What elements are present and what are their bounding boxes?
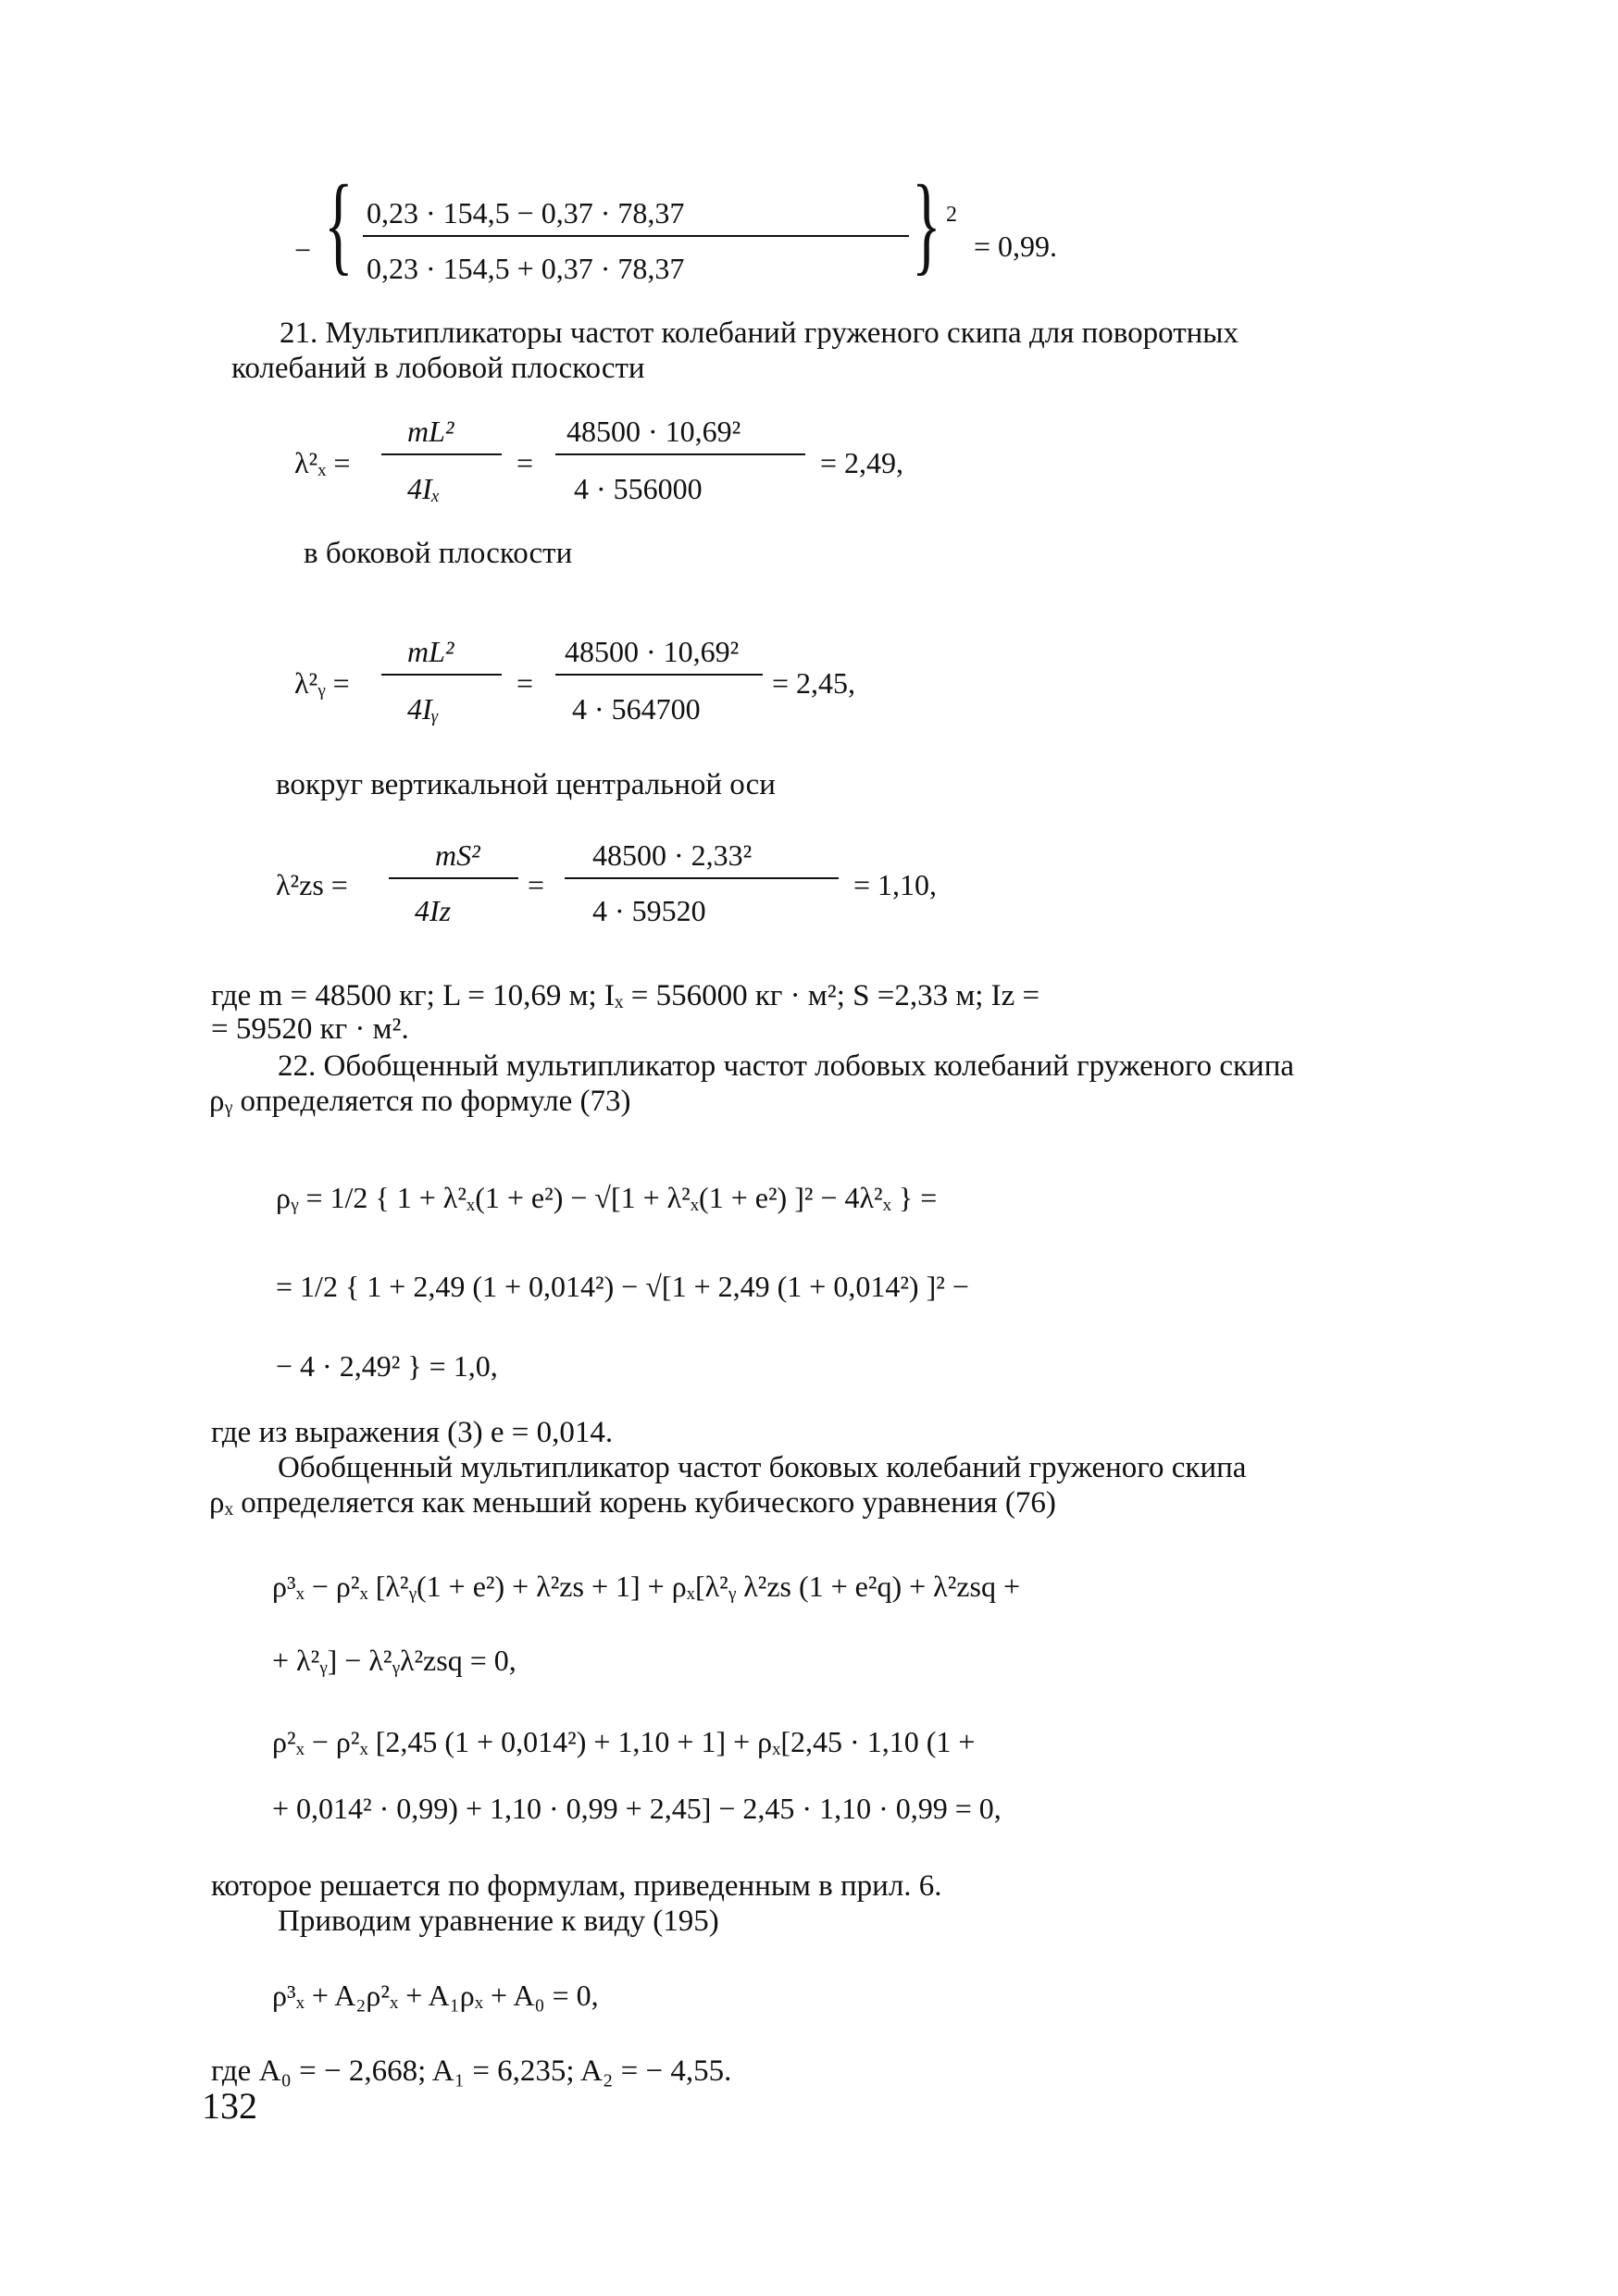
eq-y-lhs: λ²ᵧ = <box>294 666 350 700</box>
eq-zs-num1: mS² <box>435 838 480 872</box>
para-22-line2: ρᵧ определяется по формуле (73) <box>209 1085 631 1118</box>
eq-top-denominator: 0,23 · 154,5 + 0,37 · 78,37 <box>367 252 685 285</box>
para-22-line1: 22. Обобщенный мультипликатор частот лобовых колебаний груженого скипа <box>278 1049 1295 1083</box>
rho-y-line1: ρᵧ = 1/2 { 1 + λ²ₓ(1 + e²) − √[1 + λ²ₓ(1 + e²) ]² − 4λ²ₓ } = <box>276 1181 938 1214</box>
page-number: 132 <box>202 2085 257 2127</box>
eq-y-num2: 48500 · 10,69² <box>565 635 740 668</box>
para-21-line1: 21. Мультипликаторы частот колебаний груженого скипа для поворотных <box>280 316 1238 350</box>
para-21-line2: колебаний в лобовой плоскости <box>231 352 645 385</box>
solve-line1: которое решается по формулам, приведенным в прил. 6. <box>211 1869 942 1903</box>
eq-top-numerator: 0,23 · 154,5 − 0,37 · 78,37 <box>367 196 685 230</box>
eq-x-result: = 2,49, <box>820 446 904 479</box>
cubic-line1: ρ³ₓ − ρ²ₓ [λ²ᵧ(1 + e²) + λ²zs + 1] + ρₓ[λ²ᵧ λ²zs (1 + e²q) + λ²zsq + <box>272 1570 1020 1603</box>
eq-top-exponent: 2 <box>946 203 957 227</box>
eq-x-num1: mL² <box>407 415 454 448</box>
eq-y-den1: 4Iᵧ <box>407 692 440 726</box>
eq-zs-lhs: λ²zs = <box>276 868 348 901</box>
rho-y-line3: − 4 · 2,49² } = 1,0, <box>276 1349 498 1383</box>
right-brace: } <box>912 162 941 285</box>
cubic-line3: ρ²ₓ − ρ²ₓ [2,45 (1 + 0,014²) + 1,10 + 1] + ρₓ[2,45 · 1,10 (1 + <box>272 1725 976 1758</box>
eq-y-bar2 <box>555 674 763 676</box>
eq-x-den1: 4Iₓ <box>407 472 441 505</box>
rho-y-line2: = 1/2 { 1 + 2,49 (1 + 0,014²) − √[1 + 2,49 (1 + 0,014²) ]² − <box>276 1270 969 1303</box>
eq-y-bar1 <box>381 674 502 676</box>
eq-zs-den2: 4 · 59520 <box>592 894 706 927</box>
eq-zs-bar2 <box>565 877 839 879</box>
where-values-line2: = 59520 кг · м². <box>211 1012 409 1046</box>
text-vertical-axis: вокруг вертикальной центральной оси <box>276 768 776 801</box>
para-side-line1: Обобщенный мультипликатор частот боковых колебаний груженого скипа <box>278 1451 1247 1484</box>
left-brace: { <box>324 162 354 285</box>
eq-y-num1: mL² <box>407 635 454 668</box>
text-side-plane: в боковой плоскости <box>304 537 573 570</box>
eq-zs-result: = 1,10, <box>853 868 938 901</box>
eq-top-fraction-bar <box>363 235 909 237</box>
coefficients-line: где A₀ = − 2,668; A₁ = 6,235; A₂ = − 4,55. <box>211 2054 732 2088</box>
eq-x-bar1 <box>381 453 502 455</box>
eq-x-den2: 4 · 556000 <box>574 472 703 505</box>
eq-y-den2: 4 · 564700 <box>572 692 701 726</box>
form-195: ρ³ₓ + A₂ρ²ₓ + A₁ρₓ + A₀ = 0, <box>272 1979 599 2012</box>
eq-x-eq: = <box>517 446 534 479</box>
eq-x-bar2 <box>555 453 805 455</box>
eq-top-result: = 0,99. <box>974 230 1058 263</box>
para-side-line2: ρₓ определяется как меньший корень кубического уравнения (76) <box>209 1486 1056 1520</box>
solve-line2: Приводим уравнение к виду (195) <box>278 1905 719 1938</box>
eq-y-result: = 2,45, <box>772 666 856 700</box>
eq-zs-num2: 48500 · 2,33² <box>592 838 753 872</box>
eq-y-eq: = <box>517 666 534 700</box>
eq-zs-den1: 4Iz <box>415 894 452 927</box>
cubic-line4: + 0,014² · 0,99) + 1,10 · 0,99 + 2,45] − 2,45 · 1,10 · 0,99 = 0, <box>272 1792 1002 1825</box>
cubic-line2: + λ²ᵧ] − λ²ᵧλ²zsq = 0, <box>272 1644 517 1677</box>
eq-zs-bar1 <box>389 877 518 879</box>
eq-zs-eq: = <box>528 868 545 901</box>
eq-x-lhs: λ²ₓ = <box>294 446 351 479</box>
eq-top-prefix: − <box>294 233 312 267</box>
where-e-value: где из выражения (3) e = 0,014. <box>211 1416 614 1449</box>
eq-x-num2: 48500 · 10,69² <box>566 415 741 448</box>
where-values-line1: где m = 48500 кг; L = 10,69 м; Iₓ = 556000 кг · м²; S =2,33 м; Iz = <box>211 979 1040 1012</box>
